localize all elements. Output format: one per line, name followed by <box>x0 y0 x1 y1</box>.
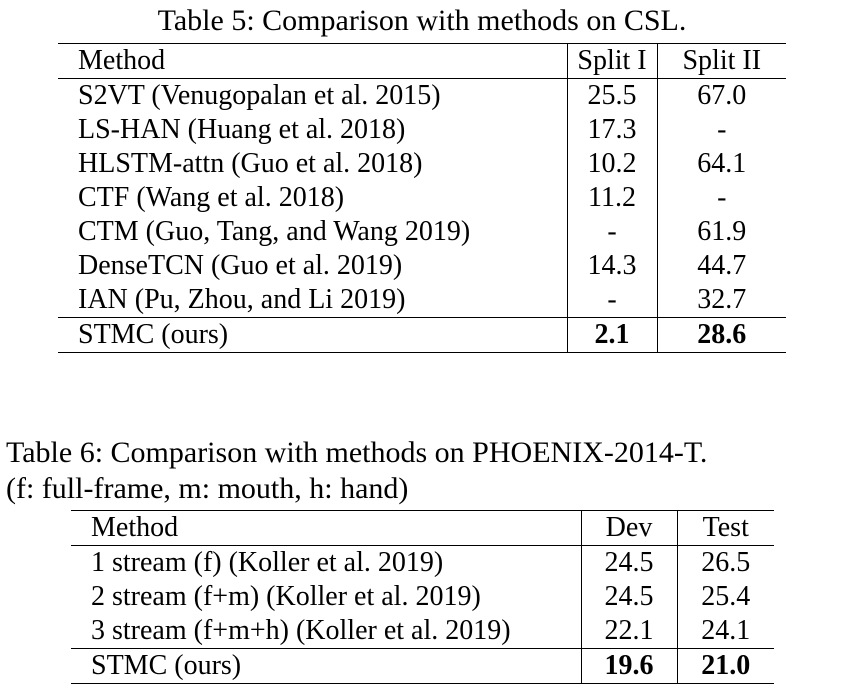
split1-cell: - <box>567 215 657 249</box>
dev-cell: 24.5 <box>581 580 677 614</box>
method-cell: 3 stream (f+m+h) (Koller et al. 2019) <box>91 615 511 646</box>
method-cell: STMC (ours) <box>58 318 567 353</box>
split1-cell: 14.3 <box>567 249 657 283</box>
method-cell: S2VT (Venugopalan et al. 2015) <box>78 80 441 111</box>
test-cell: 25.4 <box>677 580 774 614</box>
table5-header-method: Method <box>58 44 567 79</box>
table6-caption: Table 6: Comparison with methods on PHOENIX-2014-T. <box>6 436 708 469</box>
method-cell: 1 stream (f) (Koller et al. 2019) <box>91 547 444 578</box>
table-row <box>58 147 786 181</box>
table5-header-split1: Split I <box>567 44 657 79</box>
split1-cell: 10.2 <box>567 147 657 181</box>
table6-header-dev: Dev <box>581 511 677 546</box>
table6 <box>71 510 774 684</box>
method-cell: LS-HAN (Huang et al. 2018) <box>78 114 406 145</box>
dev-cell: 24.5 <box>581 546 677 581</box>
split2-cell: - <box>657 113 786 147</box>
split1-best-cell: 2.1 <box>567 318 657 353</box>
split1-cell: 11.2 <box>567 181 657 215</box>
table6-header-row <box>71 511 774 546</box>
method-cell: HLSTM-attn (Guo et al. 2018) <box>78 148 423 179</box>
table-row <box>71 580 774 614</box>
table5-final-row <box>58 318 786 353</box>
table-row <box>58 181 786 215</box>
dev-cell: 22.1 <box>581 614 677 649</box>
split2-cell: 64.1 <box>657 147 786 181</box>
table-row <box>58 79 786 114</box>
split2-cell: 61.9 <box>657 215 786 249</box>
table5-caption: Table 5: Comparison with methods on CSL. <box>157 4 687 37</box>
method-cell: STMC (ours) <box>71 649 581 684</box>
table-row <box>71 614 774 649</box>
split2-cell: 32.7 <box>657 283 786 318</box>
table-row <box>58 249 786 283</box>
split1-cell: 25.5 <box>567 79 657 114</box>
table-row <box>58 113 786 147</box>
table-row <box>71 546 774 581</box>
split2-cell: - <box>657 181 786 215</box>
table6-header-method: Method <box>71 511 581 546</box>
table6-final-row <box>71 649 774 684</box>
test-cell: 24.1 <box>677 614 774 649</box>
method-cell: 2 stream (f+m) (Koller et al. 2019) <box>91 581 481 612</box>
split2-best-cell: 28.6 <box>657 318 786 353</box>
table5-header-split2: Split II <box>657 44 786 79</box>
table6-header-test: Test <box>677 511 774 546</box>
table-row <box>58 283 786 318</box>
method-cell: DenseTCN (Guo et al. 2019) <box>78 250 403 281</box>
method-cell: CTF (Wang et al. 2018) <box>78 182 345 213</box>
split1-cell: 17.3 <box>567 113 657 147</box>
table-row <box>58 215 786 249</box>
test-best-cell: 21.0 <box>677 649 774 684</box>
split1-cell: - <box>567 283 657 318</box>
method-cell: IAN (Pu, Zhou, and Li 2019) <box>78 284 406 315</box>
table5-header-row <box>58 44 786 79</box>
table6-caption-legend: (f: full-frame, m: mouth, h: hand) <box>6 472 409 505</box>
method-cell: CTM (Guo, Tang, and Wang 2019) <box>78 216 471 247</box>
dev-best-cell: 19.6 <box>581 649 677 684</box>
table5 <box>58 43 786 353</box>
test-cell: 26.5 <box>677 546 774 581</box>
split2-cell: 44.7 <box>657 249 786 283</box>
split2-cell: 67.0 <box>657 79 786 114</box>
